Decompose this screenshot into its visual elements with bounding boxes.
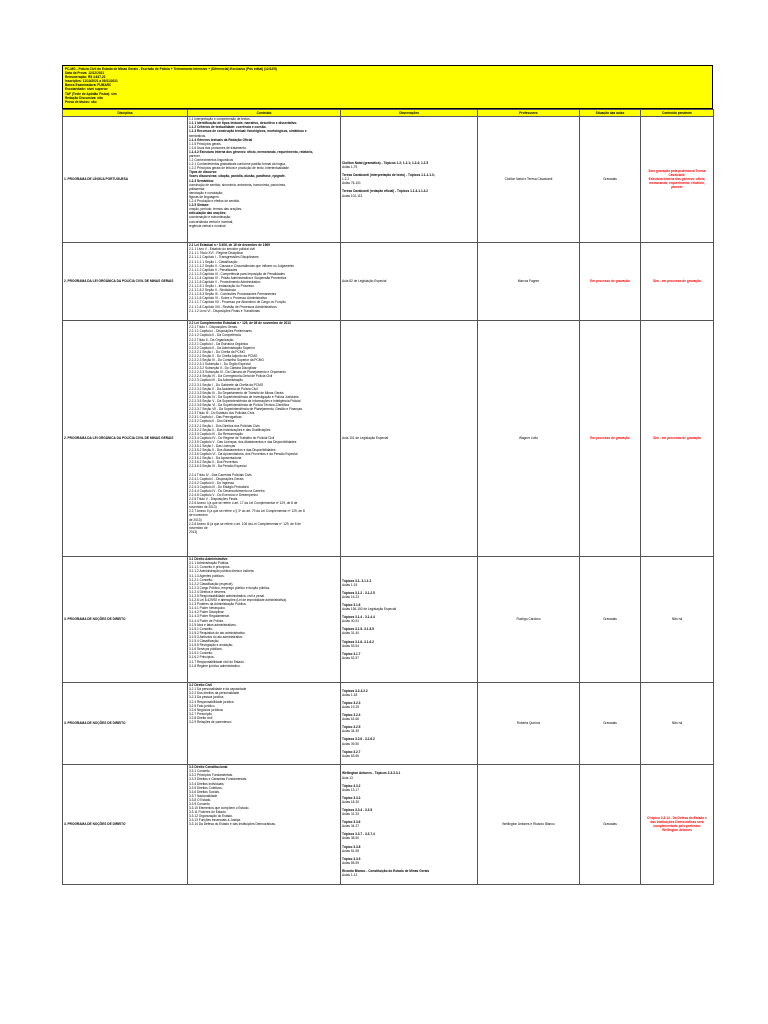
cell-line: 1.1.2 Critérios de textualidade: coerência e coesão. [189,125,267,130]
cell-line: Tópico 3.3.8 [342,844,361,849]
cell-line: Sem gravação pela professora Teresa [648,169,706,174]
cell-line: 3.3.1 Conceito. [189,769,211,774]
discipline-cell: 3. PROGRAMA DE NOÇÕES DE DIREITO [63,764,188,884]
cell-line: 2.2.4.1 Capítulo I - Disposições Gerais [189,476,244,481]
observations-cell [341,556,478,682]
cell-line: 1.1.5 Princípios gerais. [189,141,222,146]
table-row [63,320,714,556]
cell-line: 2.2.2.2.2 Seção II - Do Chefia Adjunto da PCMG [189,353,258,358]
cell-line: 3.1.4.4 Poder de Polícia. [189,618,224,623]
cell-line: Tópicos 3.1.6- 3.1.6.2 [342,639,374,644]
content-cell [188,556,341,682]
cell-line: 3.3.4 Direitos individuais. [189,781,225,786]
cell-line: Tópicos 3.3.4 - 3.3.5 [342,808,373,812]
cell-line: Aulas 1-18 [342,692,358,697]
cell-line: Aulas 40-51 [342,619,360,624]
cell-line: Wellington Antunes [662,828,692,833]
cell-line: 2.1.1.1 Título XVI - Regime Disciplinar [189,251,243,256]
content-cell [188,682,341,764]
discipline-cell: 3. PROGRAMA DE NOÇÕES DE DIREITO [63,556,188,682]
cell-line: oração, período, termos das orações; [189,207,242,212]
header-line: Inscrições: 11/10/2021 a 09/11/2021 [65,79,118,84]
discipline-cell: 3. PROGRAMA DE NOÇÕES DE DIREITO [63,682,188,764]
cell-line: 2.2.3.6.1 Seção I - Da Aposentadoria [189,456,242,461]
cell-line: 3.1.5.5 Revogação e anulação. [189,643,234,648]
cell-line: Ricardo Blanco - Constituição do Estado de Minas Gerais [342,868,430,873]
cell-line: 3.2.3 Da pessoa jurídica [189,695,224,700]
cell-line: Tópico 3.3.9 [342,856,361,861]
cell-line: Aula 82 de Legislação Especial [342,279,387,284]
cell-line: 2.2.2 Título II - Da Organização [189,337,234,342]
cell-line: 2.2.2.1 Capítulo I - Da Estrutura Orgânica [189,341,248,346]
cell-line: 3.3.12 Organização do Estado. [189,814,233,819]
cell-line: concordância verbal e nominal; [189,219,234,224]
cell-line: 3.1.5.2 Requisitos do ato administrativo. [189,630,246,635]
cell-line: Aulas 13-17 [342,787,360,792]
cell-line: 2.2.2.3.6 Seção VI - Da Superintendência de Polícia Técnico-Científica [189,403,290,408]
cell-line: 2.2.3.2.1 Seção I - Dos Direitos dos Policiais Civis [189,423,260,428]
cell-line: 2.2.3.5 Capítulo V - Das Licenças, dos Afastamentos e das Disponibilidades [189,439,297,444]
cell-line: 2.1.1.1.1.2 Seção II - Causas e Circunstâncias que Influem no Julgamento [189,263,295,268]
cell-line: 2013) [189,529,198,534]
cell-line: 3.3.8 O Estado. [189,797,212,802]
cell-line: 2.2.3.2 Capítulo II - Dos Direitos [189,419,235,424]
cell-line: 3.1.6 Serviços públicos. [189,647,223,652]
cell-line: 2.1.1.1.1.1 Seção I - Classificação [189,259,238,264]
cell-line: 2.1.1.1.5.1 Seção I - Instauração do Processo [189,284,254,289]
cell-line: 2.2.3.6 Capítulo VI - Da Aposentadoria, dos Proventos e da Pensão Especial [189,452,298,457]
cell-line: 2.1.1.1.8 Capítulo VIII - Revisão de Processos Administrativos [189,304,277,309]
cell-line: 3.3.7 Nacionalidade. [189,793,219,798]
cell-line: complementado pelo professor [653,824,701,829]
cell-line: Tópico 3.2.4 [342,713,361,718]
syllabus-table [62,109,714,885]
cell-line: novembro de [189,525,208,530]
cell-line: 2.2.2.3.1 Seção I - Do Gabinete da Chefia da PCMG [189,382,264,387]
header-line: TAF (Teste de Aptidão Física): sim [65,91,117,96]
cell-line: Tópico 3.1.6 [342,603,361,607]
professors-cell: Rodrigo Cardoso [478,556,580,682]
content-cell [188,242,341,320]
observations-cell [341,116,478,242]
cell-line: 1.2.2 Princípios gerais de leitura e produção de texto. Intertextualidade [189,166,289,171]
observations-cell [341,242,478,320]
cell-line: coordenação e subordinação; [189,215,231,220]
cell-line: 3.1.4.1 Poder hierárquico. [189,606,226,611]
cell-line: Tópico 3.1.7 [342,651,361,656]
cell-line: 3.1.1 Administração Pública. [189,561,230,566]
cell-line: articulação das orações: [189,211,227,216]
cell-line: O tópico 3.3.14 - Da Defesa do Estado e [647,816,707,821]
column-header-discipline: Disciplina [63,110,188,117]
cell-line: Tópicos 3.1.4 - 3.1.4.4 [342,615,375,620]
cell-line: memorando, requerimento, relatório, [649,181,705,186]
cell-line: Vozes discursivas: citação, paródia, alusão, paráfrase, epígrafe. [189,174,286,179]
cell-line: 2.2.3 Título III - Do Estatuto dos Policiais Civis [189,411,255,416]
status-cell: Gravadas [580,682,641,764]
header-line: Banca Examinadora: FUMARC [65,83,112,88]
cell-line: 3.1.4.3 Poder Regulamentar. [189,614,230,619]
cell-line: 1.1.6 Usos dos pronomes de tratamento. [189,145,247,150]
cell-line: 3.3.2 Princípios Fundamentais. [189,773,233,778]
cell-line: Tópico 3.3.2 [342,783,361,788]
cell-line: 3.1.1.2 Administração pública direta e indireta. [189,569,255,574]
cell-line: 3.1.2.1 Conceito. [189,577,214,582]
cell-line: 2.2.2.2.4 Seção IV - Da Corregedoria-Geral de Polícia Civil [189,374,273,379]
discipline-cell: 2. PROGRAMA DA LEI ORGÂNICA DA POLÍCIA CIVIL DE MINAS GERAIS [63,320,188,556]
cell-line: Tipos de discurso: [189,170,218,175]
cell-line: Aulas 34-37 [342,824,360,829]
cell-line: 3.2.7 Prescrição [189,711,213,716]
discipline-cell: 1. PROGRAMA DE LÍNGUA PORTUGUESA [63,116,188,242]
cell-line: 3.3.6 Direitos Sociais. [189,789,220,794]
cell-line: 3.1.5.3 Atributos do ato administrativo. [189,634,244,639]
table-row [63,116,714,242]
cell-line: Aulas 61-66 [342,717,360,722]
status-cell: Gravadas [580,764,641,884]
cell-line: Tópico 3.2.7 [342,749,361,754]
table-row [63,682,714,764]
cell-line: parecer. [189,154,201,159]
discipline-cell: 2. PROGRAMA DA LEI ORGÂNICA DA POLÍCIA CIVIL DE MINAS GERAIS [63,242,188,320]
cell-line: Aulas 16-23 [342,594,360,599]
cell-line: 2.2.2.3.3 Seção III - Do Departamento de Trânsito de Minas Gerais [189,390,284,395]
cell-line: 3.1 Direito Administrativo [189,557,228,562]
cell-line: 3.3.3 Direitos e Garantias Fundamentais. [189,777,248,782]
cell-line: Tópicos 3.3.7 - 3.3.7.4 [342,832,375,837]
cell-line: 1.2 Conhecimentos linguísticos [189,158,234,163]
cell-line: 1.1.4.2 Estrutura interna dos gêneros: ofício, memorando, requerimento, relatório, [189,149,314,154]
cell-line: Tópico 3.2.3 [342,700,361,705]
cell-line: 2.2.2.3.4 Seção IV - Da Superintendência de Investigação e Polícia Judiciária [189,394,299,399]
cell-line: 2.1.1.1.2 Capítulo II - Penalidades [189,267,238,272]
pending-cell [641,320,714,556]
pending-cell [641,682,714,764]
cell-line: 2.2.2.3.7 Seção VII - Da Superintendência de Planejamento, Gestão e Finanças [189,407,303,412]
cell-line: Aulas 18-30 [342,799,360,804]
cell-line: Sim - em processo de gravação [653,279,701,284]
cell-line: Aulas 34-39 [342,729,360,734]
cell-line: construção de sentido; sinonímia, antonímia, homonímia, paronímia, [189,182,286,187]
cell-line: Tópicos 3.2.6 - 3.2.6.2 [342,737,375,742]
cell-line: Tópicos 3.2-3.2.2 [342,688,368,693]
cell-line: Aulas 1-75 [342,165,358,170]
cell-line: semânticos. [189,133,207,138]
cell-line: 3.1.1.1 Conceito e princípios. [189,565,231,570]
content-cell [188,764,341,884]
cell-line: 3.3.5 Direitos Coletivos. [189,785,223,790]
cell-line: parecer [671,185,683,190]
header-line: Redação Discursiva: não [65,95,103,100]
cell-line: de novembro [189,513,208,518]
cell-line: 3.1.2.4 Direitos e deveres. [189,589,227,594]
cell-line: 2.2.1.1 Capítulo I - Disposições Preliminares [189,329,252,334]
cell-line: Wellington Antunes - Tópicos 3.3-3.3.1 [342,771,401,776]
professors-cell: Roberta Queiroz [478,682,580,764]
cell-line: 3.3.11 Poderes do Estado. [189,810,227,815]
cell-line: Aulas 102-113 [342,193,363,198]
cell-line: Aulas 63-66 [342,753,360,758]
cell-line: 2.2.2.3 Capítulo III - Da Administração [189,378,243,383]
cell-line: regência verbal e nominal [189,223,226,228]
header-line: PC-MG - Polícia Civil do Estado de Minas Gerais - Escrivão de Polícia + Treinamento Intensivo + (Diferencial) Exclusivo (Pós edital) (12/12/5) [65,67,277,71]
cell-line: Aula 13 [342,775,353,780]
cell-line: 3.1.6.2 Princípios. [189,655,215,660]
cell-line: 2.2.3.3 Capítulo III - Da Remuneração [189,431,243,436]
cell-line: das Instituições Democráticas será [650,820,704,825]
cell-line: Aulas 53-54 [342,643,360,648]
cell-line: 3.2 Direito Civil [189,683,213,688]
column-header-content: Conteúdo [188,110,341,117]
table-row [63,242,714,320]
cell-line: Não há [671,617,683,622]
cell-line: 2.1.1.2 Livro VI - Disposições Finais e Transitórias [189,308,260,313]
cell-line: Aulas 76-101 [342,181,361,186]
edital-header [62,65,713,109]
cell-line: Tópico 3.3.6 [342,820,361,825]
cell-line: Tópicos 3.1- 3.1.1.2 [342,578,372,583]
professors-cell: Marcos Fagner [478,242,580,320]
cell-line: Aulas 52-57 [342,655,360,660]
observations-cell [341,764,478,884]
pending-cell [641,242,714,320]
professors-cell: Wellington Antunes e Ricardo Blanco [478,764,580,884]
cell-line: 1.2.3 Semântica: [189,178,214,183]
cell-line: 2.2.4.5 Capítulo V - Do Exercício e Desempenho [189,493,258,498]
cell-line: Aulas 1-13 [342,873,358,878]
cell-line: 3.1.2.5 Responsabilidade administrativa, civil e penal. [189,594,265,599]
cell-line: 1.2.2 [342,177,350,182]
status-cell: Em processo de gravação [580,242,641,320]
cell-line: figuras de linguagem. [189,194,220,199]
header-line: Prova de títulos: não [65,99,97,104]
cell-line: 3.3 Direito Constitucional [189,765,228,770]
cell-line: Aulas 19-25 [342,705,360,709]
header-line: Remuneração: R$ 4.637,22 [65,75,106,80]
cell-line: 2.2.4 Título IV - Das Carreiras Policiais Civis [189,472,252,477]
cell-line: 2.1.1.1.5 Capítulo V - Procedimento Administrativo [189,280,261,285]
cell-line: 3.2.2 Dos direitos da personalidade [189,691,240,696]
pending-cell [641,764,714,884]
cell-line: 1.1.3 Recursos de construção textual: fonológicos, morfológicos, sintáticos e [189,129,307,134]
status-cell: Gravadas [580,116,641,242]
cell-line: 2.1.1.1.3 Capítulo III - Competência para Imposição de Penalidades [189,271,285,276]
pending-cell [641,556,714,682]
cell-line: 1.2.4 Produção e efeitos de sentido. [189,199,241,204]
cell-line: 3.1.2.6 Lei 8.429/92 e alterações (Lei de improbidade administrativa). [189,598,287,603]
cell-line: 2.2 Lei Complementar Estadual n.º 129, de 08 de novembro de 2013 [189,321,291,326]
column-header-status: Situação das aulas [580,110,641,117]
cell-line: 2.2.2.3.5 Seção V - Da Superintendência de Informações e Inteligência Policial [189,398,301,403]
content-cell [188,320,341,556]
table-header-row [63,110,714,117]
cell-line: 3.1.3 Poderes da Administração Pública. [189,602,247,607]
column-header-observations: Observações [341,110,478,117]
cell-line: 2.2.4.4 Capítulo IV - Do Desenvolvimento na Carreira [189,488,265,493]
cell-line: 3.2.9 Relações de parentesco [189,720,232,725]
cell-line: polissemia; [189,186,205,191]
cell-line: 3.3.9 Conceito. [189,802,211,807]
cell-line: 2.2.2.2.3.1 Subseção I - Do Órgão Especial [189,362,251,367]
cell-line: Aulas 38-50 [342,836,360,841]
cell-line: 2.2.3.6.2 Seção II - Dos Proventos [189,460,238,465]
cell-line: 2.1.1.1.1 Capítulo I - Transgressões Disciplinares [189,255,259,260]
cell-line: 2.2.6 Anexo I (a que se refere o art. 17 da Lei Complementar nº 129, de 8 de [189,501,298,506]
cell-line: 3.2.5 Fato jurídico [189,703,215,708]
cell-line: Tópicos 3.1.2 - 3.1.2.5 [342,590,375,595]
cell-line: 3.1.5.1 Conceito. [189,626,214,631]
cell-line: Sim - em processo de gravação [653,436,701,441]
cell-line: 2.2.4.3 Capítulo III - Do Estágio Probatório [189,484,250,489]
cell-line: Teresa Cavalcanti (interpretação de texto) - Tópicos 1.1-1.1.3; [342,173,435,178]
observations-cell [341,320,478,556]
professors-cell: Cloilton Natal e Teresa Cavalcanti [478,116,580,242]
cell-line: 2.2.4.2 Capítulo II - Do Ingresso [189,480,235,485]
content-cell [188,116,341,242]
cell-line: 2.2.3.5.1 Seção I - Das Licenças [189,443,236,448]
cell-line: 2.2.8 Anexo III (a que se refere o art. 106 da Lei Complementar nº 129, de 8 de [189,521,301,526]
cell-line: 2.2.2.2.1 Seção I - Do Chefia da PCMG [189,349,245,354]
cell-line: Aulas 136-150 de Legislação Especial [342,607,397,612]
header-line: Escolaridade: nível superior [65,87,108,92]
cell-line: 2.1.1 Livro V - Estatuto do servidor policial civil [189,247,255,252]
cell-line: 2.1.1.1.6 Capítulo VI - Sobre o Processo Administrativo [189,296,267,301]
cell-line: 3.1.2.2 Classificação (espécie). [189,581,234,586]
observations-cell [341,682,478,764]
cell-line: 1.2.1 Conhecimentos gramaticais conforme padrão formal da língua. [189,162,286,167]
cell-line: 1.1.1 Identificação de tipos textuais: narrativo, descritivo e dissertativo. [189,121,298,126]
cell-line: 3.1.5.4 Classificação. [189,639,220,644]
table-row [63,556,714,682]
cell-line: Cavalcanti: [668,173,686,178]
cell-line: 2.2.2.3.2 Seção II - Da Academia de Polícia Civil [189,386,258,391]
cell-line: 1.1 Interpretação e compreensão de textos. [189,117,251,122]
cell-line: 3.3.13 Funções essenciais à Justiça. [189,818,242,823]
header-line: Data da Prova: 12/12/2021 [65,71,105,76]
cell-line: 2.1.1.1.5.2 Seção II - Sindicância [189,288,236,293]
cell-line: 2.2.3.1 Capítulo I - Das Prerrogativas [189,415,242,420]
cell-line: 2.2.3.6.3 Seção III - Da Pensão Especial [189,464,247,469]
cell-line: Cloilton Natal (gramática) - Tópicos 1.2; 1.2.1; 1.2.4; 1.2.5 [342,160,429,165]
cell-line: novembro de 2013) [189,505,217,510]
cell-line: Aulas 55-59 [342,860,360,865]
cell-line: 3.1.4.2 Poder Disciplinar. [189,610,225,615]
cell-line: 2.2.1 Título I - Disposições Gerais [189,325,237,330]
cell-line: 2.2.7 Anexo II (a que se refere o § 3º do art. 79 da Lei Complementar nº 129, de 8 [189,509,305,514]
cell-line: Aulas 31-40 [342,631,360,636]
status-cell: Em processo de gravação [580,320,641,556]
cell-line: 1.1.4 Gêneros textuais da Redação Oficial [189,137,253,142]
cell-line: 2.1.1.1.4 Capítulo IV - Prisão Administrativa e Suspensão Preventiva [189,275,287,280]
cell-line: 2.2.3.2.2 Seção II - Das Indenizações e das Gratificações [189,427,271,432]
cell-line: 2.1 Lei Estadual n.º 5.406, de 16 de dezembro de 1969 [189,243,270,248]
cell-line: 3.1.5 Atos e fatos administrativos. [189,622,237,627]
cell-line: Aulas 39-50 [342,741,360,746]
cell-line: 2.2.3.5.2 Seção II - Dos Afastamentos e das Disponibilidades [189,448,276,453]
cell-line: Teresa Cavalcanti (redação oficial) - Tópicos 1.1.4-1.1.4.2 [342,189,429,194]
cell-line: 3.1.7 Responsabilidade civil do Estado. [189,659,245,664]
spreadsheet [62,65,713,885]
cell-line: Estrutura interna dos gêneros: ofício, [648,177,706,182]
cell-line: Tópico 3.2.5 [342,725,361,730]
cell-line: Não há [671,721,683,726]
cell-line: 3.2.1 Da personalidade e da capacidade [189,687,247,692]
cell-line: 3.1.8 Regime jurídico administrativo. [189,663,241,668]
cell-line: 2.2.2.2.3 Seção III - Do Conselho Superior da PCMG [189,358,264,363]
status-cell: Gravadas [580,556,641,682]
cell-line: Aula 101 de Legislação Especial [342,436,389,441]
cell-line: 2.1.1.1.5.3 Seção III - Comissões Processantes Permanentes [189,292,277,297]
professors-cell: Wagner Lotto [478,320,580,556]
cell-line: 3.3.10 Elementos que compõem o Estado. [189,806,250,811]
cell-line: 3.1.1.3 Agentes públicos. [189,573,225,578]
cell-line: 2.2.2.2.3.3 Subseção III - Da Câmara de Planejamento e Orçamento [189,370,286,375]
pending-cell [641,116,714,242]
cell-line: 2.2.5 Título V - Disposições Finais [189,497,238,502]
cell-line: Aulas 31-33 [342,812,360,817]
cell-line: de 2013) [189,517,202,522]
cell-line: 2.2.3.4 Capítulo IV - Do Regime de Trabalho do Policial Civil [189,435,275,440]
cell-line: Tópico 3.3.3 [342,795,361,800]
cell-line: 3.3.14 Da Defesa do Estado e das Instituições Democráticas. [189,822,276,827]
table-row [63,764,714,884]
cell-line: 2.1.1.1.7 Capítulo VII - Processo por Abandono de Cargo ou Função [189,300,286,305]
cell-line: 3.2.6 Negócios jurídicos [189,707,224,712]
cell-line: 1.2.5 Sintaxe: [189,203,210,208]
cell-line: 2.2.2.2 Capítulo II - Da Administração Superior [189,345,255,350]
cell-line: 2.2.2.2.3.2 Subseção II - Do Câmara Disciplinar [189,366,257,371]
cell-line: 3.1.6.1 Conceito. [189,651,214,656]
column-header-professors: Professores [478,110,580,117]
cell-line: Aulas 51-55 [342,848,360,853]
cell-line: 3.1.2.3 Cargo Público, emprego público e função pública. [189,585,270,590]
cell-line: denotação e conotação; [189,190,224,195]
cell-line: 2.2.1.2 Capítulo II - Da Competência [189,333,241,338]
column-header-pending: Conteúdo pendente [641,110,714,117]
cell-line: Tópicos 3.1.5- 3.1.5.5 [342,627,374,632]
cell-line: 3.2.8 Direito civil [189,715,213,720]
cell-line: Aulas 1-15 [342,582,358,587]
cell-line: 3.2.4 Responsabilidade jurídica [189,699,234,704]
